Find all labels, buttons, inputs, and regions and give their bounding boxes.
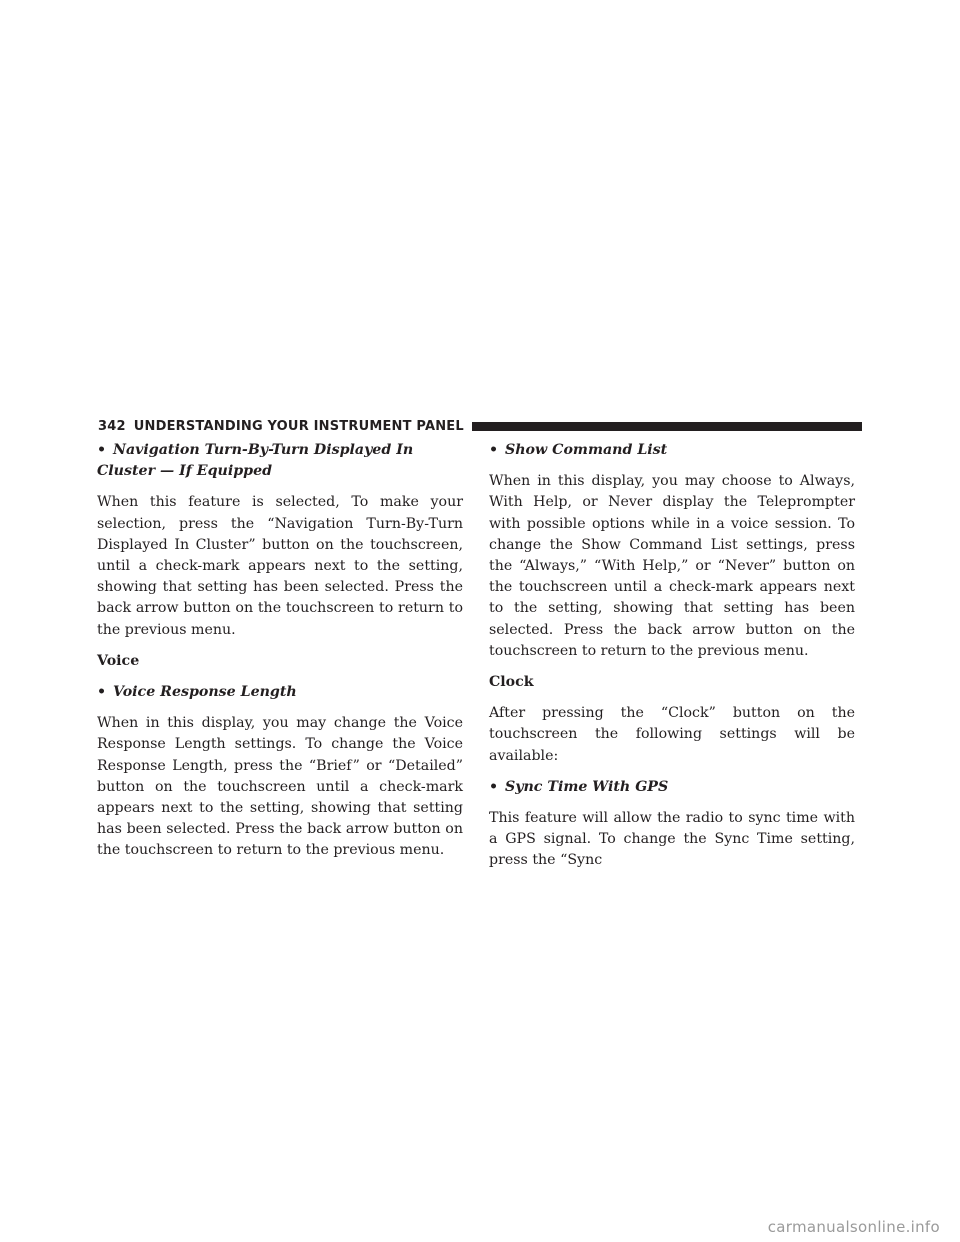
bullet-item-navigation xyxy=(97,440,463,482)
paragraph-navigation: When this feature is selected, To make your selection, press the “Navigation Turn-By-Turn Displayed In Cluster” button on the touchscreen, until a check-mark appears next to the setting, showing that setting has been selected. Press the back arrow button on the touchscreen to return to the previous menu. xyxy=(97,494,463,638)
heading-voice: Voice xyxy=(97,652,140,669)
page-number: 342 xyxy=(98,418,126,434)
paragraph-sync-time: This feature will allow the radio to sync time with a GPS signal. To change the Sync Time setting, press the “Sync xyxy=(489,810,855,869)
bullet-item-show-command-list xyxy=(489,440,855,461)
header-rule xyxy=(472,422,862,431)
bullet-icon: • xyxy=(97,442,107,458)
bullet-icon: • xyxy=(489,442,499,458)
bullet-icon: • xyxy=(97,684,107,701)
bullet-icon: • xyxy=(489,778,499,795)
heading-clock: Clock xyxy=(489,674,534,691)
paragraph-show-command-list: When in this display, you may choose to Always, With Help, or Never display the Teleprompter with possible options while in a voice session. To change the Show Command List settings, press the “Always,” “With Help,” or “Never” button on the touchscreen until a check-mark appears next to the setting, showing that setting has been selected. Press the back arrow button on the touchscreen to return to the previous menu. xyxy=(489,473,855,659)
bullet-item-sync-time xyxy=(489,777,855,798)
bullet-text: Show Command List xyxy=(505,442,668,458)
bullet-text: Voice Response Length xyxy=(113,684,297,701)
right-column xyxy=(489,440,855,882)
bullet-text: Sync Time With GPS xyxy=(505,778,669,795)
bullet-text: Navigation Turn-By-Turn Displayed In Cluster — If Equipped xyxy=(97,442,414,480)
page-header xyxy=(98,419,862,433)
section-title: UNDERSTANDING YOUR INSTRUMENT PANEL xyxy=(133,418,464,434)
paragraph-clock: After pressing the “Clock” button on the touchscreen the following settings will be available: xyxy=(489,705,855,764)
paragraph-voice-response: When in this display, you may change the Voice Response Length settings. To change the Voice Response Length, press the “Brief” or “Detailed” button on the touchscreen until a check-mark appears next to the setting, showing that setting has been selected. Press the back arrow button on the touchscreen to return to the previous menu. xyxy=(97,715,463,859)
bullet-item-voice-response xyxy=(97,682,463,703)
left-column xyxy=(97,440,463,872)
watermark-link[interactable]: carmanualsonline.info xyxy=(767,1218,940,1236)
